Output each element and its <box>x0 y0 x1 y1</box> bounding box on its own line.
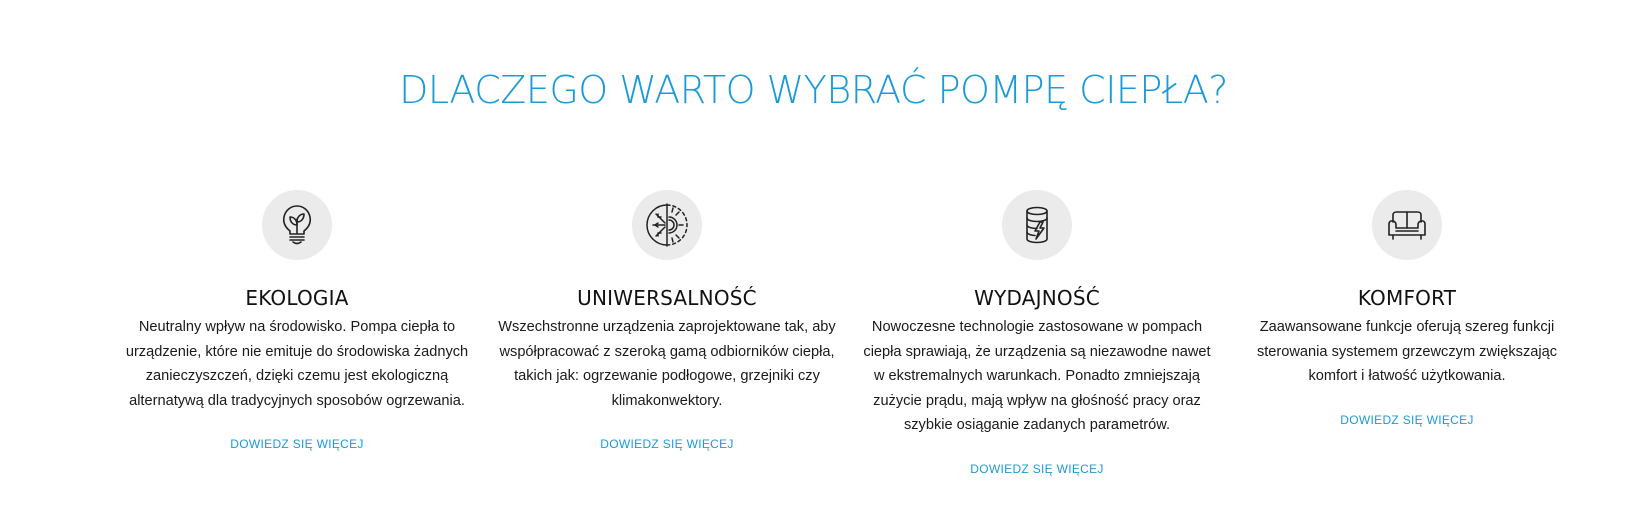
feature-description: Wszechstronne urządzenia zaprojektowane tak, aby współpracować z szeroką gamą odbiorników ciepła, takich jak: ogrzewanie podłogowe, grzejniki czy klimakonwektory. <box>498 319 836 409</box>
energy-storage-icon <box>1002 190 1072 260</box>
sofa-icon <box>1372 190 1442 260</box>
feature-description: Zaawansowane funkcje oferują szereg funkcji sterowania systemem grzewczym zwiększając komfort i łatwość użytkowania. <box>1256 319 1558 384</box>
feature-title: UNIWERSALNOŚĆ <box>577 286 757 310</box>
feature-title: WYDAJNOŚĆ <box>974 286 1100 310</box>
snowflake-sun-icon <box>632 190 702 260</box>
feature-uniwersalnosc <box>487 190 847 453</box>
feature-description: Nowoczesne technologie zastosowane w pompach ciepła sprawiają, że urządzenia są niezawodne nawet w ekstremalnych warunkach. Ponadto zmniejszają zużycie prądu, mają wpływ na głośność pracy oraz szybkie osiąganie zadanych parametrów. <box>863 319 1211 433</box>
feature-wydajnosc <box>857 190 1217 478</box>
feature-ekologia <box>117 190 477 453</box>
feature-title: EKOLOGIA <box>245 286 349 310</box>
features-row <box>0 190 1627 509</box>
learn-more-link-komfort[interactable]: DOWIEDZ SIĘ WIĘCEJ <box>1340 412 1474 427</box>
learn-more-link-uniwersalnosc[interactable]: DOWIEDZ SIĘ WIĘCEJ <box>600 437 734 451</box>
feature-title: KOMFORT <box>1357 286 1457 310</box>
learn-more-link-wydajnosc[interactable]: DOWIEDZ SIĘ WIĘCEJ <box>970 461 1104 476</box>
feature-komfort <box>1227 190 1587 429</box>
lightbulb-icon <box>262 190 332 260</box>
learn-more-link-ekologia[interactable]: DOWIEDZ SIĘ WIĘCEJ <box>230 437 364 451</box>
feature-description: Neutralny wpływ na środowisko. Pompa ciepła to urządzenie, które nie emituje do środowiska żadnych zanieczyszczeń, dzięki czemu jest ekologiczną alternatywą dla tradycyjnych sposobów ogrzewania. <box>125 319 469 409</box>
section-title: DLACZEGO WARTO WYBRAĆ POMPĘ CIEPŁA? <box>399 68 1228 112</box>
